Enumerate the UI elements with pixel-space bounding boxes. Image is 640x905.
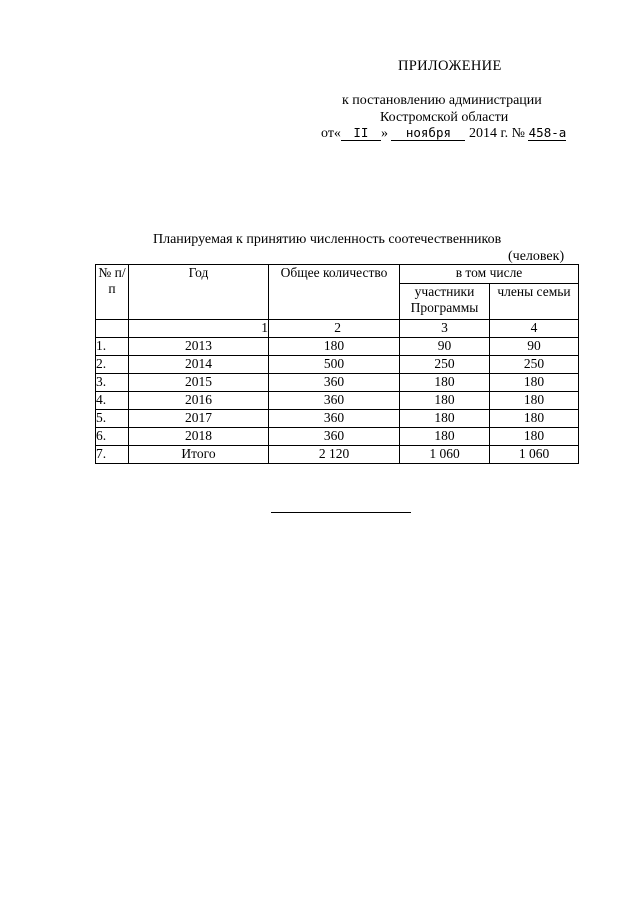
row-number: 3.: [96, 374, 129, 392]
column-number: 4: [490, 320, 579, 338]
row-year: 2018: [129, 428, 269, 446]
table-row: [96, 392, 579, 410]
day-field: II: [341, 126, 381, 141]
row-family: 180: [490, 428, 579, 446]
appendix-title: ПРИЛОЖЕНИЕ: [398, 58, 502, 74]
column-number: 1: [129, 320, 269, 338]
row-family: 180: [490, 374, 579, 392]
date-prefix: от«: [321, 126, 341, 141]
row-family: 90: [490, 338, 579, 356]
row-total: 360: [269, 410, 400, 428]
total-row: [96, 446, 579, 464]
header-including: в том числе: [400, 265, 579, 284]
row-year: 2016: [129, 392, 269, 410]
row-total: 360: [269, 428, 400, 446]
row-year: 2017: [129, 410, 269, 428]
row-total: 360: [269, 392, 400, 410]
column-number: 2: [269, 320, 400, 338]
header-row: [96, 265, 579, 284]
row-year: 2013: [129, 338, 269, 356]
header-total: Общее количество: [269, 265, 400, 320]
table-row: [96, 374, 579, 392]
row-participants: 180: [400, 410, 490, 428]
row-year: 2014: [129, 356, 269, 374]
table-title: Планируемая к принятию численность соотечественников: [153, 232, 502, 247]
column-number: 3: [400, 320, 490, 338]
header-num: № п/п: [96, 265, 129, 320]
row-total: 2 120: [269, 446, 400, 464]
header-year: Год: [129, 265, 269, 320]
row-total: 360: [269, 374, 400, 392]
header-participants: участники Программы: [400, 283, 490, 319]
table-row: [96, 410, 579, 428]
row-number: 4.: [96, 392, 129, 410]
row-participants: 180: [400, 374, 490, 392]
row-total: 180: [269, 338, 400, 356]
compatriots-table: [95, 264, 579, 464]
date-number-line: [321, 126, 566, 142]
row-participants: 180: [400, 392, 490, 410]
document-number-field: 458-а: [528, 125, 567, 140]
row-participants: 90: [400, 338, 490, 356]
row-family: 180: [490, 392, 579, 410]
row-year: 2015: [129, 374, 269, 392]
row-family: 250: [490, 356, 579, 374]
region-line: Костромской области: [380, 110, 509, 125]
row-participants: 1 060: [400, 446, 490, 464]
column-number-blank: [96, 320, 129, 338]
units-label: (человек): [508, 249, 565, 264]
date-quote-close: »: [380, 126, 388, 141]
row-year: Итого: [129, 446, 269, 464]
column-number-row: [96, 320, 579, 338]
resolution-line: к постановлению администрации: [342, 93, 542, 108]
row-total: 500: [269, 356, 400, 374]
month-field: ноября: [391, 126, 465, 141]
year-number-label: 2014 г. №: [468, 126, 525, 141]
table-row: [96, 428, 579, 446]
table-row: [96, 338, 579, 356]
header-family: члены семьи: [490, 283, 579, 319]
row-number: 6.: [96, 428, 129, 446]
row-family: 180: [490, 410, 579, 428]
table-row: [96, 356, 579, 374]
row-family: 1 060: [490, 446, 579, 464]
row-number: 5.: [96, 410, 129, 428]
closing-divider: [271, 512, 411, 513]
row-number: 7.: [96, 446, 129, 464]
row-number: 1.: [96, 338, 129, 356]
row-participants: 180: [400, 428, 490, 446]
row-number: 2.: [96, 356, 129, 374]
row-participants: 250: [400, 356, 490, 374]
